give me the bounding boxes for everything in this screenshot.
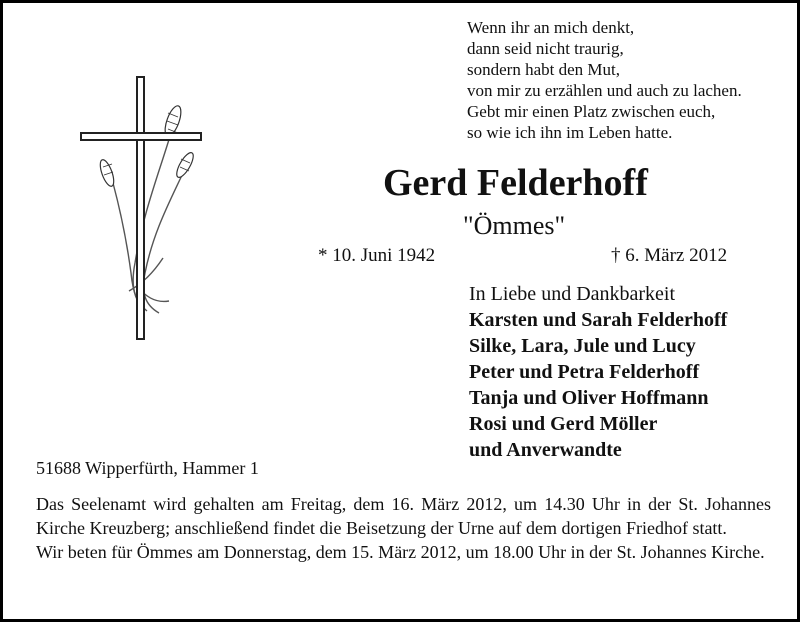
deceased-nickname: "Ömmes": [463, 211, 566, 240]
poem-line: so wie ich ihn im Leben hatte.: [467, 123, 673, 142]
birth-date: * 10. Juni 1942: [318, 245, 436, 266]
deceased-name: Gerd Felderhoff: [383, 162, 648, 204]
cross-with-wheat-icon: [73, 73, 203, 345]
requiem-info: Das Seelenamt wird gehalten am Freitag, dem 16. März 2012, um 14.30 Uhr in der St. Johannes Kirche Kreuzberg; anschließend findet die Beisetzung der Urne auf dem dortigen Friedhof statt.: [36, 494, 771, 538]
poem-line: sondern habt den Mut,: [467, 60, 620, 79]
poem-line: Gebt mir einen Platz zwischen euch,: [467, 102, 716, 121]
poem-line: dann seid nicht traurig,: [467, 39, 624, 58]
death-date: † 6. März 2012: [611, 245, 728, 266]
mourner-name: Karsten und Sarah Felderhoff: [469, 309, 728, 331]
mourner-name: Rosi und Gerd Möller: [469, 413, 658, 435]
mourners-list: [469, 281, 727, 463]
service-info: [36, 492, 771, 564]
poem-line: von mir zu erzählen und auch zu lachen.: [467, 81, 742, 100]
mourners-intro: In Liebe und Dankbarkeit: [469, 283, 676, 305]
mourner-name: und Anverwandte: [469, 439, 622, 461]
poem-line: Wenn ihr an mich denkt,: [467, 18, 635, 37]
family-address: 51688 Wipperfürth, Hammer 1: [36, 458, 259, 478]
mourner-name: Peter und Petra Felderhoff: [469, 361, 700, 383]
memorial-poem: [467, 17, 742, 143]
mourner-name: Silke, Lara, Jule und Lucy: [469, 335, 696, 357]
prayer-info: Wir beten für Ömmes am Donnerstag, dem 15. März 2012, um 18.00 Uhr in der St. Johannes Kirche.: [36, 542, 765, 562]
mourner-name: Tanja und Oliver Hoffmann: [469, 387, 709, 409]
